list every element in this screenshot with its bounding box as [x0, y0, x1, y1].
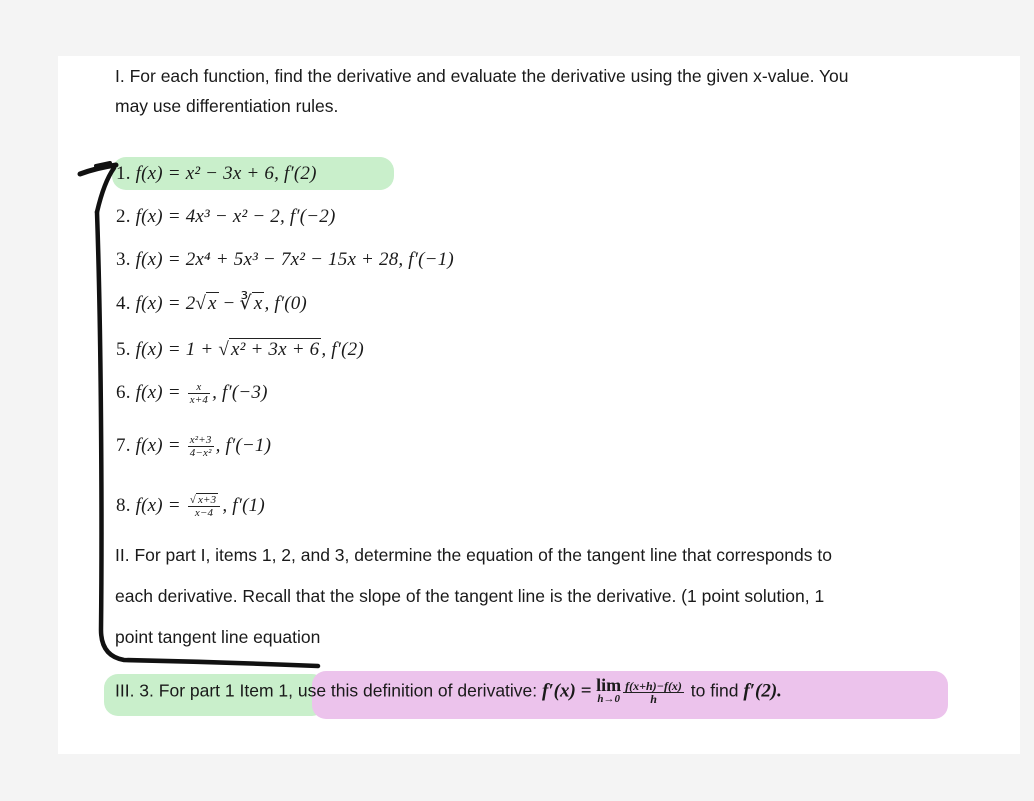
- fraction-denominator: h: [623, 692, 684, 705]
- fraction: [188, 381, 210, 406]
- part-III: [115, 675, 782, 706]
- radical-sign: √: [218, 339, 229, 360]
- fraction-numerator: √ x+3: [189, 494, 217, 506]
- item-formula-pre: f(x) =: [135, 381, 186, 403]
- fraction-numerator: x²+3: [189, 434, 212, 446]
- item-formula-post: , f′(0): [264, 293, 307, 314]
- item-number: 1.: [116, 163, 131, 184]
- lim-subscript: h→0: [597, 693, 620, 705]
- item-8: [116, 494, 265, 519]
- radicand: x: [208, 293, 217, 314]
- item-2: [116, 206, 336, 228]
- item-formula: f(x) = 2x⁴ + 5x³ − 7x² − 15x + 28, f′(−1): [135, 249, 454, 270]
- item-6: [116, 381, 268, 406]
- item-number: 7.: [116, 434, 131, 456]
- item-formula-post: , f′(2): [321, 339, 364, 360]
- item-formula-pre: f(x) =: [135, 494, 186, 516]
- part-II-line1: II. For part I, items 1, 2, and 3, determine the equation of the tangent line that corresponds to: [115, 545, 832, 565]
- difference-quotient: [623, 680, 684, 705]
- fraction-numerator: x: [196, 381, 202, 393]
- part-III-lead: III. 3. For part 1 Item 1, use this definition of derivative:: [115, 680, 543, 701]
- item-formula-pre: f(x) = 1 +: [135, 339, 219, 360]
- f-prime-x: f′(x) =: [542, 680, 597, 702]
- item-3: [116, 249, 454, 271]
- item-formula-pre: f(x) =: [135, 434, 186, 456]
- item-number: 8.: [116, 494, 131, 516]
- f-prime-2: f′(2).: [743, 680, 782, 702]
- item-number: 2.: [116, 206, 131, 227]
- fraction: [188, 434, 214, 459]
- item-number: 4.: [116, 293, 131, 314]
- fraction: [188, 494, 221, 519]
- fraction-denominator: x+4: [189, 394, 209, 406]
- item-formula-mid: − ∛: [218, 293, 252, 314]
- heading-I-line2: may use differentiation rules.: [115, 96, 339, 116]
- item-number: 5.: [116, 339, 131, 360]
- item-number: 3.: [116, 249, 131, 270]
- item-4: [116, 292, 307, 315]
- part-II-line2: each derivative. Recall that the slope of the tangent line is the derivative. (1 point solution, 1: [115, 586, 825, 606]
- item-formula: f(x) = x² − 3x + 6, f′(2): [135, 163, 317, 184]
- lim-text: lim: [596, 675, 622, 695]
- item-formula-post: , f′(−1): [215, 434, 272, 456]
- item-5: [116, 339, 364, 361]
- item-number: 6.: [116, 381, 131, 403]
- limit: [596, 675, 622, 706]
- part-II-line3: point tangent line equation: [115, 627, 321, 647]
- radicand: x² + 3x + 6: [230, 339, 320, 360]
- item-7: [116, 434, 271, 459]
- item-formula: f(x) = 4x³ − x² − 2, f′(−2): [135, 206, 336, 227]
- fraction-numerator: f(x+h)−f(x): [625, 678, 682, 693]
- item-formula-pre: f(x) = 2: [135, 293, 196, 314]
- item-formula-post: , f′(−3): [212, 381, 268, 403]
- heading-I-line1: I. For each function, find the derivative and evaluate the derivative using the given x-value. You: [115, 66, 849, 86]
- radicand: x+3: [197, 494, 217, 506]
- item-formula-post: , f′(1): [222, 494, 265, 516]
- radical-sign: √: [195, 293, 207, 314]
- part-III-tail: to find: [685, 680, 744, 701]
- fraction-denominator: 4−x²: [189, 447, 212, 459]
- fraction-denominator: x−4: [188, 506, 221, 519]
- radicand-2: x: [253, 293, 263, 314]
- item-1: [116, 163, 317, 185]
